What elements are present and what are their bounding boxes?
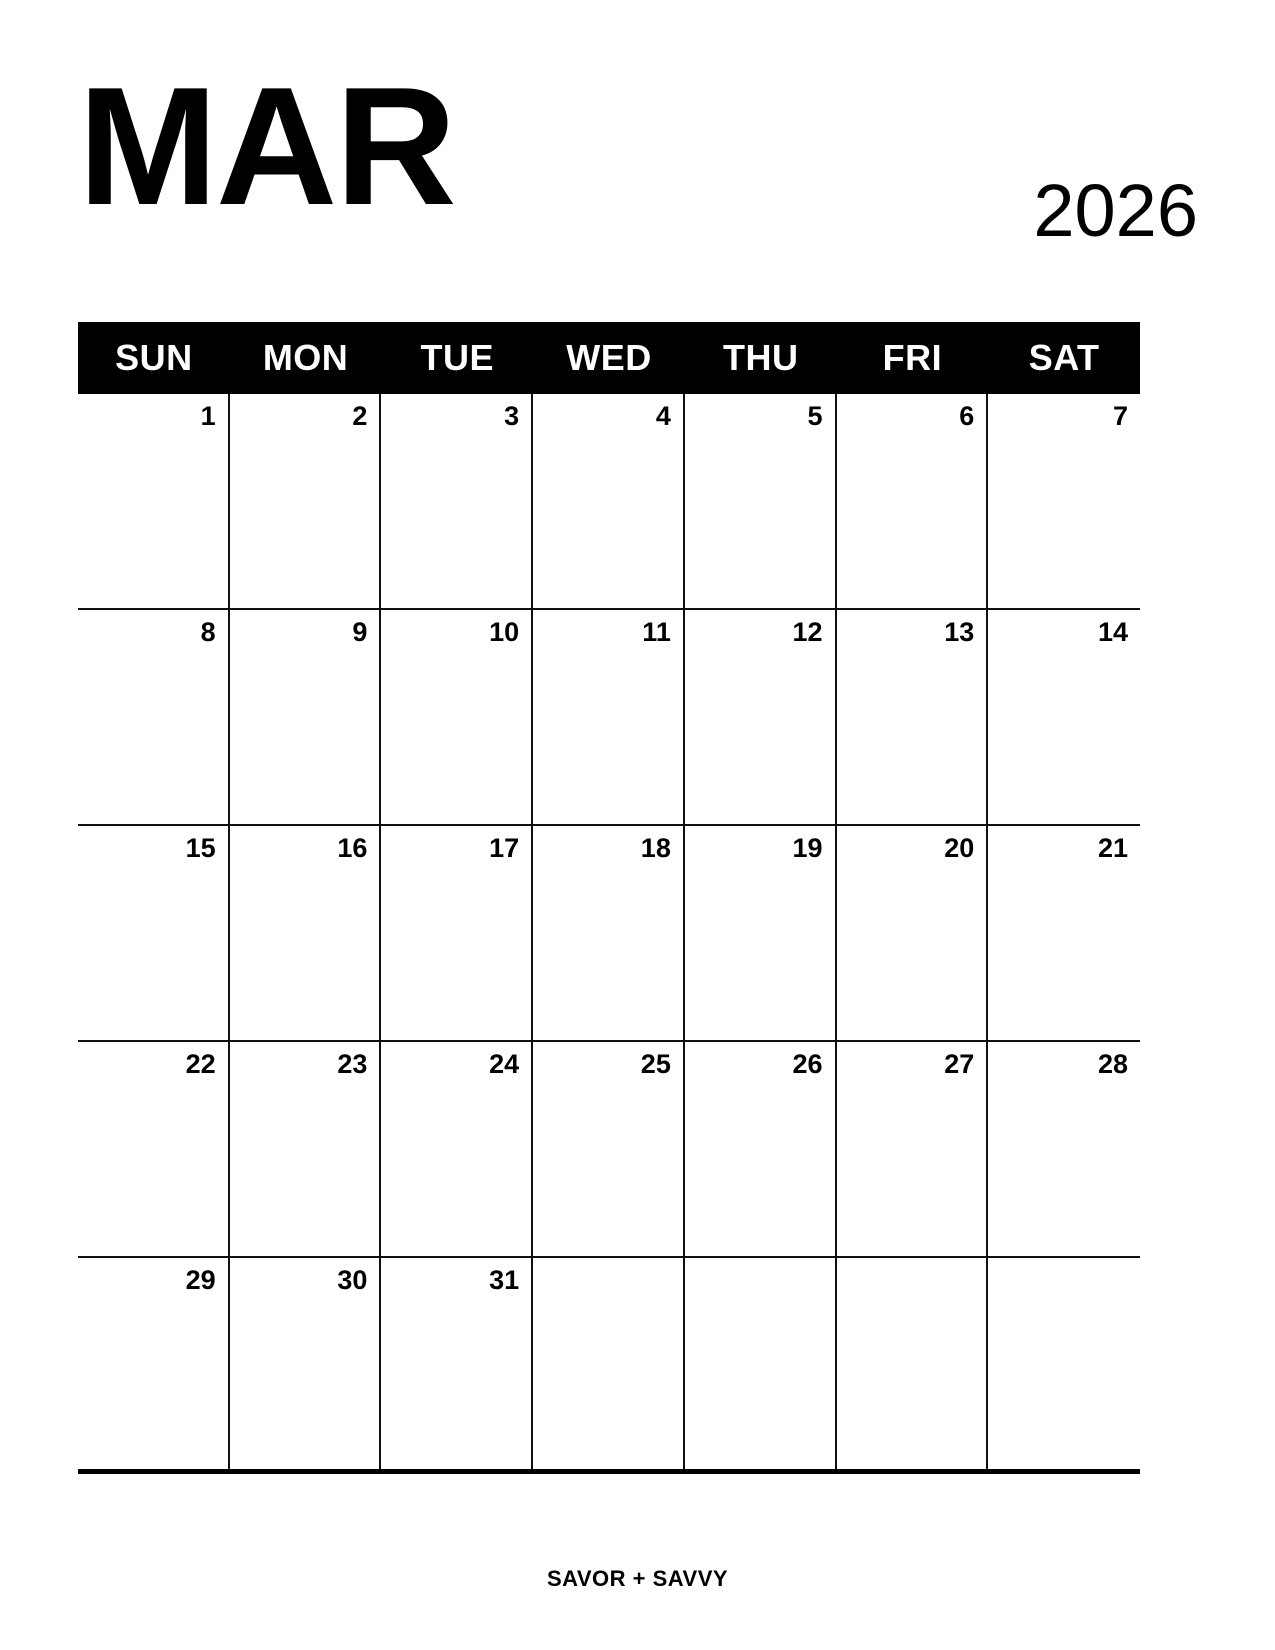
- day-cell[interactable]: [230, 1042, 382, 1256]
- day-cell[interactable]: [230, 1258, 382, 1469]
- day-number: 16: [337, 833, 368, 863]
- week-row: [78, 610, 1140, 826]
- week-row: [78, 826, 1140, 1042]
- day-cell[interactable]: [381, 1042, 533, 1256]
- day-cell[interactable]: [685, 610, 837, 824]
- day-cell[interactable]: [533, 826, 685, 1040]
- week-row: [78, 1042, 1140, 1258]
- day-number: 27: [944, 1049, 975, 1079]
- day-cell[interactable]: [381, 394, 533, 608]
- day-number: 10: [489, 617, 520, 647]
- day-number: 22: [185, 1049, 216, 1079]
- day-number: 21: [1097, 833, 1128, 863]
- day-cell[interactable]: [685, 826, 837, 1040]
- day-cell[interactable]: [230, 610, 382, 824]
- day-cell-empty: [533, 1258, 685, 1469]
- day-cell[interactable]: [533, 610, 685, 824]
- day-cell[interactable]: [533, 1042, 685, 1256]
- day-cell[interactable]: [988, 826, 1140, 1040]
- month-title: MAR: [78, 52, 455, 240]
- day-number: 17: [489, 833, 520, 863]
- day-number: 29: [185, 1265, 216, 1295]
- day-cell[interactable]: [78, 610, 230, 824]
- day-cell-empty: [988, 1258, 1140, 1469]
- day-cell[interactable]: [78, 1042, 230, 1256]
- day-cell[interactable]: [78, 826, 230, 1040]
- day-cell[interactable]: [381, 826, 533, 1040]
- weekday-header-sun: SUN: [115, 337, 193, 378]
- day-number: 31: [489, 1265, 520, 1295]
- day-number: 24: [489, 1049, 520, 1079]
- day-number: 13: [944, 617, 975, 647]
- weekday-header-sat: SAT: [1028, 337, 1100, 378]
- day-cell[interactable]: [837, 1042, 989, 1256]
- day-cell[interactable]: [685, 394, 837, 608]
- day-number: 5: [807, 401, 823, 431]
- weekday-header-mon: MON: [262, 337, 349, 378]
- day-cell[interactable]: [381, 1258, 533, 1469]
- day-cell[interactable]: [533, 394, 685, 608]
- day-number: 2: [352, 401, 368, 431]
- day-number: 6: [959, 401, 975, 431]
- calendar-header: [78, 52, 1198, 252]
- day-number: 18: [640, 833, 671, 863]
- day-number: 9: [352, 617, 368, 647]
- day-cell-empty: [837, 1258, 989, 1469]
- day-cell[interactable]: [381, 610, 533, 824]
- day-cell[interactable]: [837, 826, 989, 1040]
- week-row: [78, 1258, 1140, 1474]
- day-number: 28: [1097, 1049, 1128, 1079]
- page-footer: [0, 1566, 1275, 1592]
- day-cell[interactable]: [230, 826, 382, 1040]
- weekday-header-fri: FRI: [882, 337, 943, 378]
- day-cell[interactable]: [988, 394, 1140, 608]
- day-cell[interactable]: [988, 1042, 1140, 1256]
- day-number: 26: [792, 1049, 823, 1079]
- calendar-weeks: [78, 394, 1140, 1474]
- day-cell[interactable]: [230, 394, 382, 608]
- day-number: 7: [1112, 401, 1128, 431]
- day-number: 15: [185, 833, 216, 863]
- week-row: [78, 394, 1140, 610]
- day-cell[interactable]: [837, 394, 989, 608]
- brand-text: SAVOR + SAVVY: [546, 1566, 729, 1591]
- day-cell[interactable]: [837, 610, 989, 824]
- day-number: 23: [337, 1049, 368, 1079]
- day-cell-empty: [685, 1258, 837, 1469]
- day-cell[interactable]: [78, 394, 230, 608]
- day-number: 4: [655, 401, 671, 431]
- day-number: 30: [337, 1265, 368, 1295]
- weekday-header-thu: THU: [722, 337, 799, 378]
- day-number: 8: [200, 617, 216, 647]
- day-number: 14: [1097, 617, 1128, 647]
- calendar-grid: [78, 322, 1140, 1474]
- weekday-header-wed: WED: [566, 337, 652, 378]
- day-number: 11: [642, 617, 671, 647]
- day-cell[interactable]: [988, 610, 1140, 824]
- year-title: 2026: [1033, 169, 1198, 252]
- day-cell[interactable]: [685, 1042, 837, 1256]
- day-number: 1: [200, 401, 216, 431]
- weekday-header-tue: TUE: [420, 337, 495, 378]
- weekday-header-row: [78, 322, 1140, 394]
- day-number: 19: [792, 833, 823, 863]
- day-number: 25: [640, 1049, 671, 1079]
- day-cell[interactable]: [78, 1258, 230, 1469]
- day-number: 3: [504, 401, 520, 431]
- day-number: 20: [944, 833, 975, 863]
- day-number: 12: [792, 617, 823, 647]
